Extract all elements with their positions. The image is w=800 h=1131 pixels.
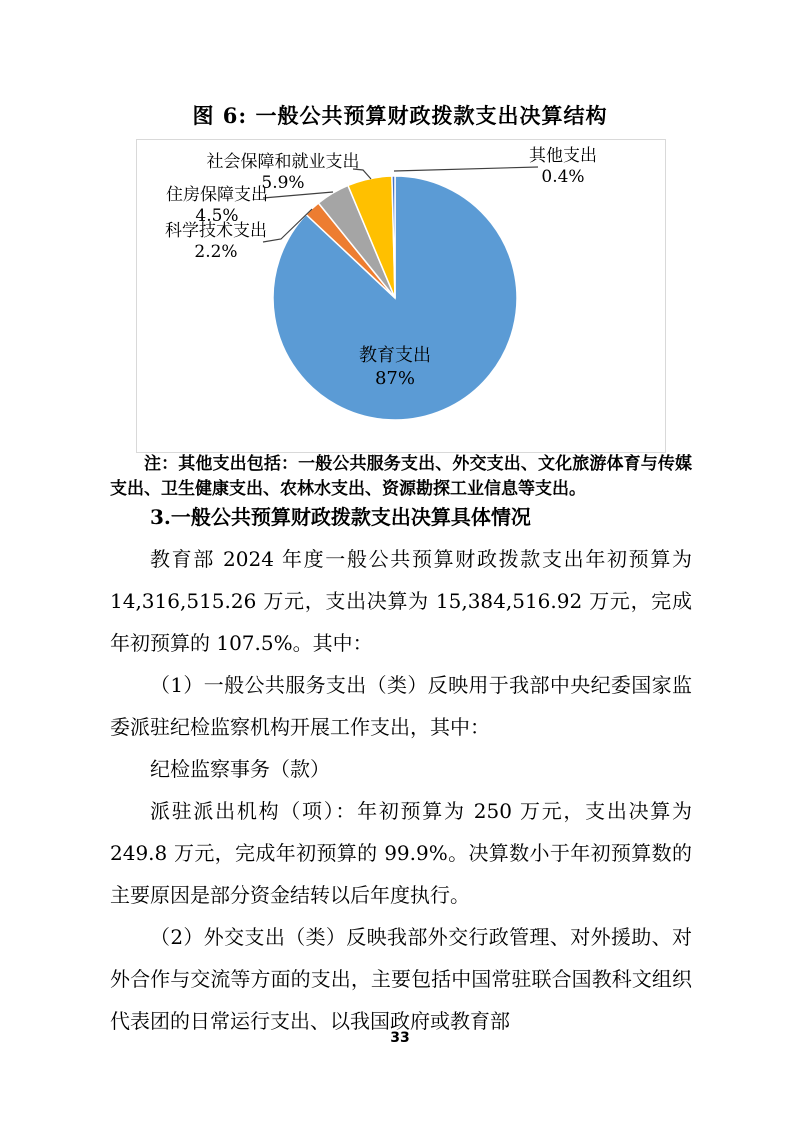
callout-science-name: 科学技术支出 — [165, 221, 267, 241]
paragraph-diplomacy: （2）外交支出（类）反映我部外交行政管理、对外援助、对外合作与交流等方面的支出，主要包括中国常驻联合国教科文组织代表团的日常运行支出、以我国政府或教育部 — [110, 925, 692, 1033]
paragraph-budget-summary: 教育部 2024 年度一般公共预算财政拨款支出年初预算为 14,316,515.26 万元，支出决算为 15,384,516.92 万元，完成年初预算的 107.5%。其中： — [110, 547, 692, 655]
callout-housing-name: 住房保障支出 — [166, 185, 268, 205]
body-text — [110, 496, 692, 1042]
section-heading: 3.一般公共预算财政拨款支出决算具体情况 — [150, 505, 531, 529]
figure-note: 注：其他支出包括：一般公共服务支出、外交支出、文化旅游体育与传媒支出、卫生健康支出、农林水支出、资源勘探工业信息等支出。 — [110, 454, 692, 499]
figure-title: 图 6: 一般公共预算财政拨款支出决算结构 — [192, 103, 608, 128]
callout-other-percent: 0.4% — [541, 167, 585, 187]
callout-label-science — [156, 221, 276, 263]
page-number: 33 — [390, 1030, 410, 1046]
paragraph-dispatched-agencies: 派驻派出机构（项）：年初预算为 250 万元，支出决算为 249.8 万元，完成年初预算的 99.9%。决算数小于年初预算数的主要原因是部分资金结转以后年度执行。 — [110, 799, 692, 907]
pie-chart-figure — [136, 139, 666, 453]
callout-label-other — [503, 146, 623, 188]
paragraph-general-public-services: （1）一般公共服务支出（类）反映用于我部中央纪委国家监委派驻纪检监察机构开展工作支出，其中： — [110, 673, 692, 739]
callout-other-name: 其他支出 — [529, 146, 597, 166]
paragraph-discipline-inspection: 纪检监察事务（款） — [150, 757, 330, 781]
callout-social-security-percent: 5.9% — [261, 173, 305, 193]
callout-social-security-name: 社会保障和就业支出 — [206, 152, 360, 172]
callout-housing-percent: 4.5% — [195, 206, 239, 226]
pie-label-education — [335, 344, 455, 390]
callout-science-percent: 2.2% — [194, 242, 238, 262]
pie-education-percent: 87% — [374, 368, 415, 389]
pie-education-name: 教育支出 — [359, 345, 431, 366]
